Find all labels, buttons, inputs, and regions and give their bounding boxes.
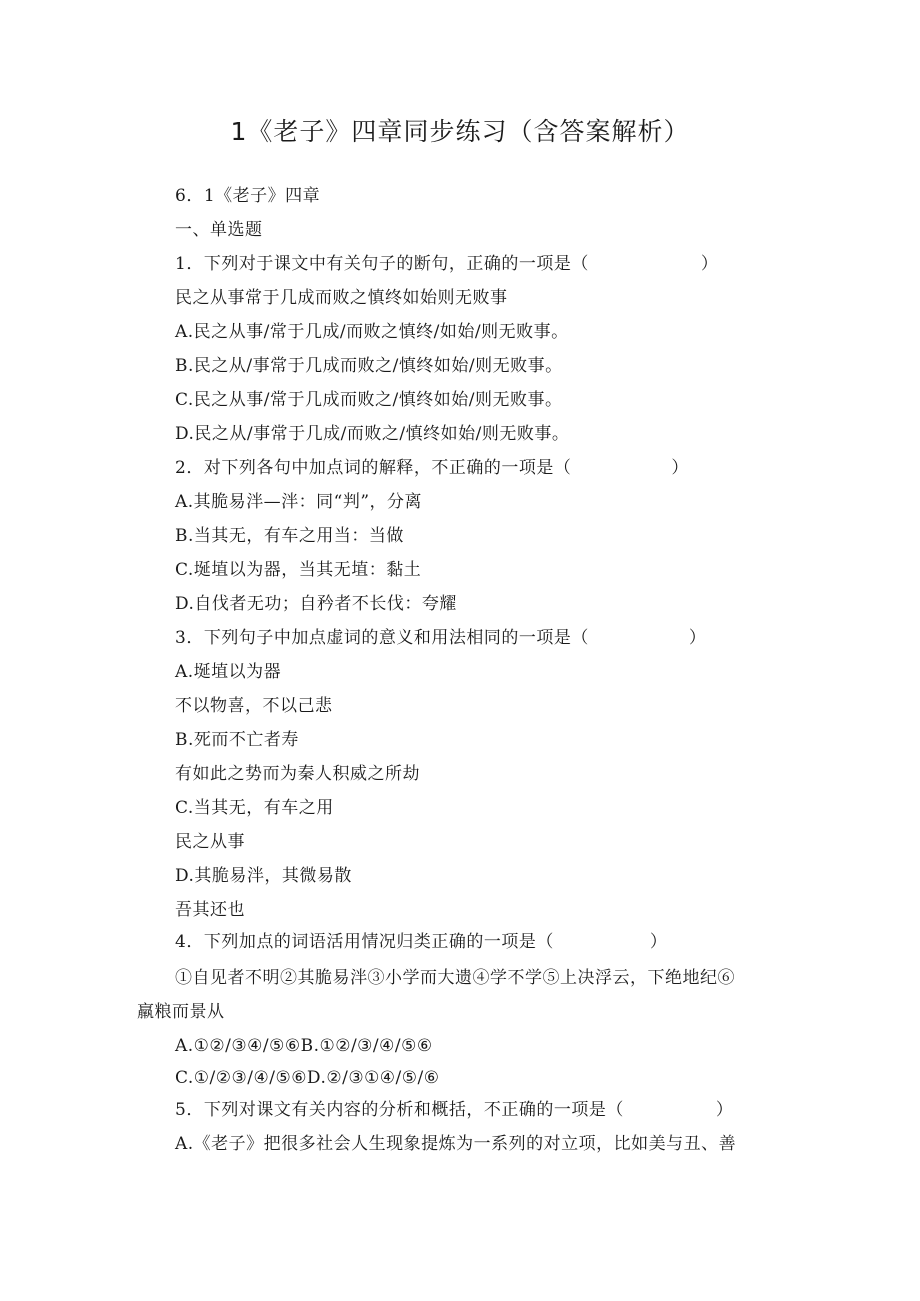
question-4-prompt-cont: 羸粮而景从 bbox=[137, 1002, 225, 1022]
question-1-sentence: 民之从事常于几成而败之慎终如始则无败事 bbox=[175, 288, 508, 308]
section-heading: 6．1《老子》四章 bbox=[175, 186, 321, 206]
question-3-line-7: D.其脆易泮，其微易散 bbox=[175, 866, 352, 886]
part-heading: 一、单选题 bbox=[175, 220, 263, 240]
question-3-line-6: 民之从事 bbox=[175, 832, 245, 852]
question-5-option-a: A.《老子》把很多社会人生现象提炼为一系列的对立项，比如美与丑、善 bbox=[175, 1134, 737, 1154]
question-1-option-c: C.民之从事/常于几成而败之/慎终如始/则无败事。 bbox=[175, 390, 563, 410]
question-3-line-8: 吾其还也 bbox=[175, 900, 245, 920]
question-1-stem: 1．下列对于课文中有关句子的断句，正确的一项是（ ） bbox=[175, 254, 719, 274]
question-2-option-c: C.埏埴以为器，当其无埴：黏土 bbox=[175, 560, 422, 580]
question-2-option-b: B.当其无，有车之用当：当做 bbox=[175, 526, 404, 546]
question-4-options-ab: A.①②/③④/⑤⑥B.①②/③/④/⑤⑥ bbox=[175, 1036, 433, 1056]
question-1-option-b: B.民之从/事常于几成而败之/慎终如始/则无败事。 bbox=[175, 356, 563, 376]
question-5-stem: 5．下列对课文有关内容的分析和概括，不正确的一项是（ ） bbox=[175, 1100, 734, 1120]
question-2-option-a: A.其脆易泮—泮：同“判”，分离 bbox=[175, 492, 423, 512]
question-4-options-cd: C.①/②③/④/⑤⑥D.②/③①④/⑤/⑥ bbox=[175, 1068, 440, 1088]
question-3-line-2: 不以物喜，不以己悲 bbox=[175, 696, 333, 716]
page-title: 1《老子》四章同步练习（含答案解析） bbox=[230, 117, 690, 146]
question-3-line-4: 有如此之势而为秦人积威之所劫 bbox=[175, 764, 420, 784]
question-2-stem: 2．对下列各句中加点词的解释，不正确的一项是（ ） bbox=[175, 458, 689, 478]
question-1-option-d: D.民之从/事常于几成/而败之/慎终如始/则无败事。 bbox=[175, 424, 570, 444]
question-3-stem: 3．下列句子中加点虚词的意义和用法相同的一项是（ ） bbox=[175, 628, 707, 648]
question-1-option-a: A.民之从事/常于几成/而败之慎终/如始/则无败事。 bbox=[175, 322, 569, 342]
question-3-line-1: A.埏埴以为器 bbox=[175, 662, 282, 682]
question-4-prompt: ①自见者不明②其脆易泮③小学而大遗④学不学⑤上决浮云，下绝地纪⑥ bbox=[175, 968, 735, 988]
question-3-line-3: B.死而不亡者寿 bbox=[175, 730, 299, 750]
question-2-option-d: D.自伐者无功；自矜者不长伐：夸耀 bbox=[175, 594, 457, 614]
question-3-line-5: C.当其无，有车之用 bbox=[175, 798, 334, 818]
question-4-stem: 4．下列加点的词语活用情况归类正确的一项是（ ） bbox=[175, 932, 668, 952]
